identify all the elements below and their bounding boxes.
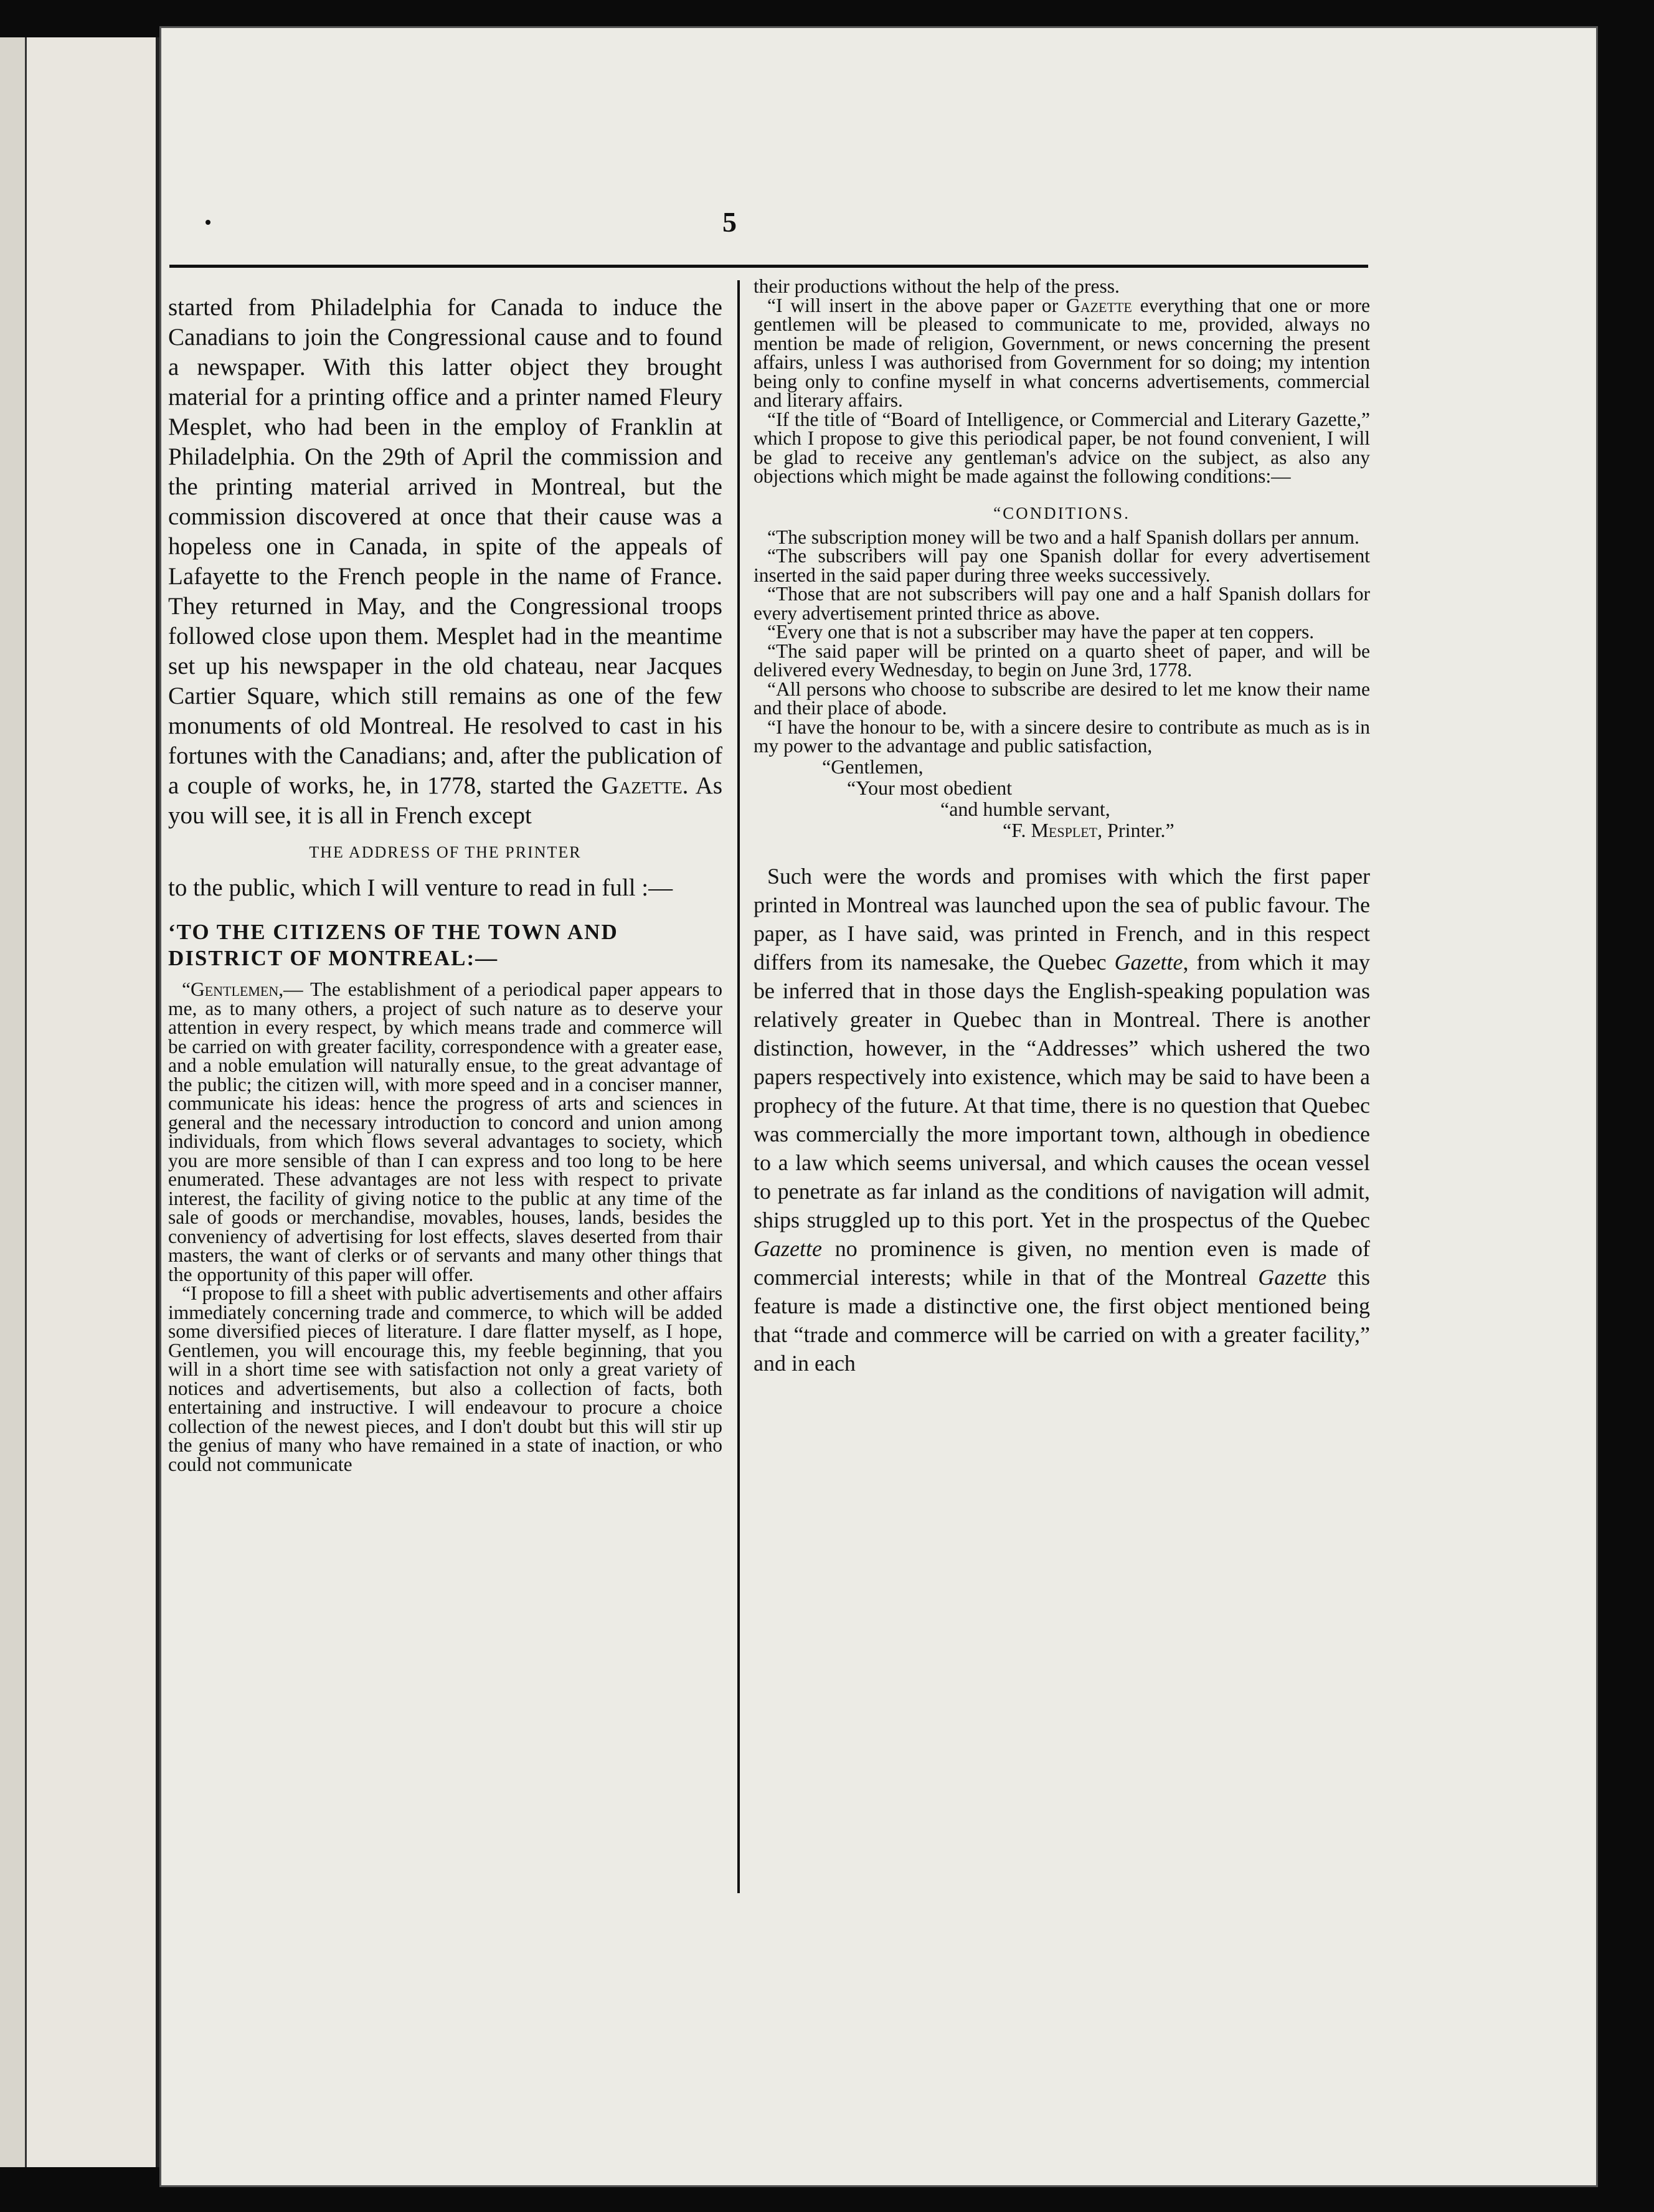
conditions-heading: “CONDITIONS. bbox=[993, 503, 1130, 522]
gentlemen-lead: “Gentlemen,— bbox=[182, 978, 303, 1000]
quote-paragraph-1: “Gentlemen,— The establishment of a periodical paper appears to me, as to many others, a project of such nature as to deserve your attention in every respect, by which means trade and commerce will be carried on with greater facility, correspondence with a greater ease, and a noble emulation will naturally ensue, to the great advantage of the public; the citizen will, with more speed and in a conciser manner, communicate his ideas: hence the progress of arts and sciences in general and the necessary introduction to concord and union among individuals, from which flows several advantages to society, which you are more sensible of than I can express and too long to be here enumerated. These advantages are not less with respect to private interest, the facility of giving notice to the public at any time of the sale of goods or merchandise, movables, houses, lands, besides the conveniency of advertising for lost effects, slaves deserted from thair masters, the want of clerks or of servants and many other things that the opportunity of this paper will offer. bbox=[168, 978, 722, 1285]
header-rule bbox=[169, 265, 1368, 268]
signature-line-2: “Your most obedient bbox=[847, 776, 1013, 799]
paragraph-to-public: to the public, which I will venture to read in full :— bbox=[168, 874, 673, 901]
paragraph-conclusion: Such were the words and promises with which the first paper printed in Montreal was launched upon the sea of public favour. The paper, as I have said, was printed in French, and in this respect differs from its namesake, the Quebec Gazette, from which it may be inferred that in those days the English-speaking population was relatively greater in Quebec than in Montreal. There is another distinction, however, in the “Addresses” which ushered the two papers respectively into existence, which may be said to have been a prophecy of the future. At that time, there is no question that Quebec was commercially the more important town, although in obedience to a law which seems universal, and which causes the ocean vessel to penetrate as far inland as the conditions of navigation will admit, ships struggled up to this port. Yet in the prospectus of the Quebec Gazette no prominence is given, no mention even is made of commercial interests; while in that of the Montreal Gazette this feature is made a distinctive one, the first object mentioned being that “trade and commerce will be carried on with a greater facility,” and in each bbox=[754, 863, 1371, 1376]
quote-paragraph-4: “If the title of “Board of Intelligence, or Commercial and Literary Gazette,” which I propose to give this periodical paper, be not found convenient, I will be glad to receive any gentleman's advice on the subject, as also any objections which might be made against the following conditions:— bbox=[754, 408, 1370, 487]
signature-line-1: “Gentlemen, bbox=[822, 755, 924, 778]
paragraph-intro: started from Philadelphia for Canada to induce the Canadians to join the Congressional cause and to found a newspaper. With this latter object they brought material for a printing office and a printer named Fleury Mesplet, who had been in the employ of Franklin at Philadelphia. On the 29th of April the commission and the printing material arrived in Montreal, but the commission discovered at once that their cause was a hopeless one in Canada, in spite of the appeals of Lafayette to the French people in the name of France. They returned in May, and the Congressional troops followed close upon them. Mesplet had in the meantime set up his newspaper in the old chateau, near Jacques Cartier Square, which still remains as one of the few monuments of old Montreal. He resolved to cast in his fortunes with the Canadians; and, after the publication of a couple of works, he, in 1778, started the Gazette. As you will see, it is all in French except bbox=[168, 294, 722, 829]
quote-continuation: their productions without the help of the press. bbox=[754, 275, 1120, 297]
condition-2: “The subscribers will pay one Spanish dollar for every advertisement inserted in the said paper during three weeks successively. bbox=[754, 545, 1370, 586]
left-column bbox=[168, 293, 722, 1474]
condition-6: “All persons who choose to subscribe are desired to let me know their name and their place of abode. bbox=[754, 678, 1370, 719]
page-number: 5 bbox=[722, 206, 737, 238]
quote-paragraph-2: “I propose to fill a sheet with public advertisements and other affairs immediately concerning trade and commerce, to which will be added some diversified pieces of literature. I dare flatter myself, as I hope, Gentlemen, you will encourage this, my feeble beginning, that you will in a short time see with satisfaction not only a great variety of notices and advertisements, but also a collection of facts, both entertaining and instructive. I will endeavour to procure a choice collection of the newest pieces, and I don't doubt but this will stir up the genius of many who have remained in a state of inaction, or who could not communicate bbox=[168, 1282, 722, 1475]
condition-1: “The subscription money will be two and a half Spanish dollars per annum. bbox=[767, 526, 1359, 548]
column-rule bbox=[737, 280, 740, 1893]
condition-5: “The said paper will be printed on a quarto sheet of paper, and will be delivered every Wednesday, to begin on June 3rd, 1778. bbox=[754, 640, 1370, 681]
gazette-italic: Gazette bbox=[1114, 949, 1183, 975]
condition-4: “Every one that is not a subscriber may have the paper at ten coppers. bbox=[767, 621, 1315, 643]
signature-line-3: “and humble servant, bbox=[940, 797, 1110, 820]
gazette-italic: Gazette bbox=[754, 1236, 822, 1261]
quote-paragraph-3: “I will insert in the above paper or Gazette everything that one or more gentlemen will be pleased to communicate to me, provided, always no mention be made of religion, Government, or news concerning the present affairs, unless I was authorised from Government for so doing; my intention being only to confine myself in what concerns advertisements, commercial and literary affairs. bbox=[754, 294, 1370, 411]
printer-name: Mesplet bbox=[1031, 818, 1098, 841]
gazette-word: Gazette bbox=[1066, 294, 1132, 316]
gazette-word: Gazette bbox=[601, 772, 683, 799]
margin-dot bbox=[206, 220, 210, 225]
condition-7: “I have the honour to be, with a sincere desire to contribute as much as is in my power to the advantage and public satisfaction, bbox=[754, 716, 1370, 757]
address-heading: THE ADDRESS OF THE PRINTER bbox=[309, 843, 582, 861]
gazette-italic: Gazette bbox=[1258, 1264, 1327, 1290]
citizens-heading: ‘TO THE CITIZENS OF THE TOWN AND DISTRICT OF MONTREAL:— bbox=[168, 920, 618, 970]
condition-3: “Those that are not subscribers will pay one and a half Spanish dollars for every advertisement printed thrice as above. bbox=[754, 583, 1370, 624]
signature-line-4: “F. Mesplet, Printer.” bbox=[1003, 818, 1174, 841]
adjacent-page-edge bbox=[0, 37, 159, 2167]
right-column bbox=[754, 277, 1370, 1378]
